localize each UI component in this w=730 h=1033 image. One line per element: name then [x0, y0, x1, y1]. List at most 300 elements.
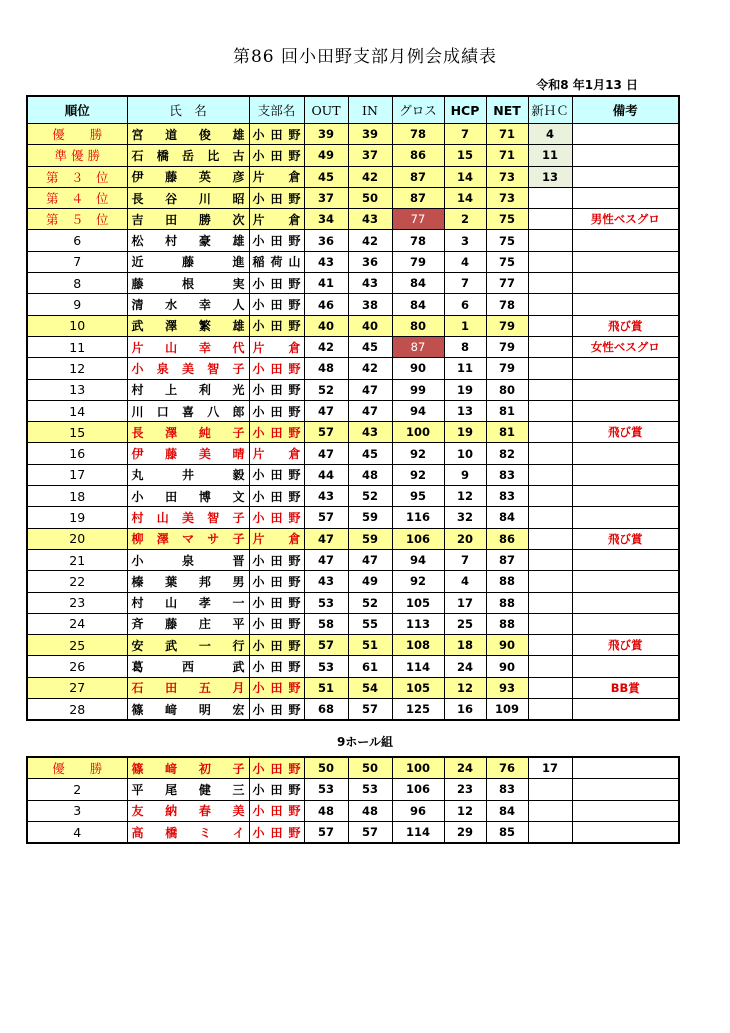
net-cell: 73	[486, 166, 528, 187]
new-hc-cell	[528, 486, 572, 507]
note-cell	[572, 821, 679, 843]
in-cell: 40	[348, 315, 392, 336]
rank-cell: 11	[27, 336, 127, 357]
branch-cell: 稲荷山	[249, 251, 304, 272]
new-hc-cell	[528, 656, 572, 677]
new-hc-cell	[528, 549, 572, 570]
header-row	[27, 96, 679, 124]
gross-cell: 79	[392, 251, 444, 272]
rank-cell: 18	[27, 486, 127, 507]
in-cell: 47	[348, 379, 392, 400]
net-cell: 83	[486, 486, 528, 507]
hcp-cell: 29	[444, 821, 486, 843]
out-cell: 47	[304, 528, 348, 549]
rank-cell: 第 ４ 位	[27, 187, 127, 208]
rank-cell: 24	[27, 613, 127, 634]
net-cell: 90	[486, 635, 528, 656]
note-cell: 飛び賞	[572, 635, 679, 656]
in-cell: 47	[348, 400, 392, 421]
hcp-cell: 6	[444, 294, 486, 315]
hcp-cell: 13	[444, 400, 486, 421]
hcp-cell: 11	[444, 358, 486, 379]
name-cell: 伊藤美晴	[127, 443, 249, 464]
gross-cell: 87	[392, 166, 444, 187]
hcp-cell: 25	[444, 613, 486, 634]
gross-cell: 114	[392, 821, 444, 843]
net-cell: 85	[486, 821, 528, 843]
out-cell: 52	[304, 379, 348, 400]
rank-cell: 8	[27, 273, 127, 294]
branch-cell: 小田野	[249, 779, 304, 800]
gross-cell: 113	[392, 613, 444, 634]
gross-cell: 99	[392, 379, 444, 400]
net-cell: 75	[486, 251, 528, 272]
branch-cell: 小田野	[249, 592, 304, 613]
note-cell: 飛び賞	[572, 528, 679, 549]
header-new-hc: 新ＨＣ	[528, 96, 572, 124]
net-cell: 84	[486, 800, 528, 821]
in-cell: 61	[348, 656, 392, 677]
branch-cell: 片倉	[249, 336, 304, 357]
rank-cell: 優 勝	[27, 124, 127, 145]
hcp-cell: 24	[444, 656, 486, 677]
branch-cell: 小田野	[249, 315, 304, 336]
hcp-cell: 32	[444, 507, 486, 528]
in-cell: 42	[348, 358, 392, 379]
in-cell: 42	[348, 230, 392, 251]
in-cell: 48	[348, 464, 392, 485]
header-branch: 支部名	[249, 96, 304, 124]
gross-cell: 77	[392, 209, 444, 230]
in-cell: 54	[348, 677, 392, 698]
name-cell: 近藤進	[127, 251, 249, 272]
table-row	[27, 635, 679, 656]
out-cell: 46	[304, 294, 348, 315]
out-cell: 58	[304, 613, 348, 634]
net-cell: 86	[486, 528, 528, 549]
branch-cell: 小田野	[249, 464, 304, 485]
in-cell: 50	[348, 187, 392, 208]
table-row	[27, 699, 679, 721]
rank-cell: 21	[27, 549, 127, 570]
net-cell: 75	[486, 230, 528, 251]
new-hc-cell	[528, 251, 572, 272]
name-cell: 長澤純子	[127, 422, 249, 443]
name-cell: 榛葉邦男	[127, 571, 249, 592]
gross-cell: 90	[392, 358, 444, 379]
name-cell: 松村豪雄	[127, 230, 249, 251]
out-cell: 42	[304, 336, 348, 357]
new-hc-cell	[528, 677, 572, 698]
hcp-cell: 4	[444, 571, 486, 592]
rank-cell: 優 勝	[27, 757, 127, 779]
hcp-cell: 9	[444, 464, 486, 485]
new-hc-cell	[528, 209, 572, 230]
rank-cell: 第 ５ 位	[27, 209, 127, 230]
hcp-cell: 15	[444, 145, 486, 166]
gross-cell: 94	[392, 400, 444, 421]
net-cell: 81	[486, 422, 528, 443]
header-out: OUT	[304, 96, 348, 124]
rank-cell: 13	[27, 379, 127, 400]
in-cell: 55	[348, 613, 392, 634]
gross-cell: 80	[392, 315, 444, 336]
gross-cell: 84	[392, 294, 444, 315]
name-cell: 葛西武	[127, 656, 249, 677]
out-cell: 34	[304, 209, 348, 230]
net-cell: 90	[486, 656, 528, 677]
name-cell: 川口喜八郎	[127, 400, 249, 421]
branch-cell: 片倉	[249, 209, 304, 230]
note-cell	[572, 699, 679, 721]
name-cell: 柳澤マサ子	[127, 528, 249, 549]
note-cell	[572, 486, 679, 507]
name-cell: 石橋岳比古	[127, 145, 249, 166]
new-hc-cell: 4	[528, 124, 572, 145]
net-cell: 71	[486, 124, 528, 145]
nine-hole-body	[27, 757, 679, 843]
out-cell: 41	[304, 273, 348, 294]
note-cell	[572, 187, 679, 208]
branch-cell: 片倉	[249, 528, 304, 549]
in-cell: 39	[348, 124, 392, 145]
out-cell: 44	[304, 464, 348, 485]
hcp-cell: 3	[444, 230, 486, 251]
branch-cell: 小田野	[249, 486, 304, 507]
gross-cell: 92	[392, 571, 444, 592]
branch-cell: 小田野	[249, 187, 304, 208]
new-hc-cell	[528, 800, 572, 821]
note-cell	[572, 592, 679, 613]
hcp-cell: 12	[444, 800, 486, 821]
out-cell: 43	[304, 486, 348, 507]
branch-cell: 小田野	[249, 800, 304, 821]
table-row	[27, 821, 679, 843]
in-cell: 59	[348, 528, 392, 549]
out-cell: 40	[304, 315, 348, 336]
branch-cell: 小田野	[249, 145, 304, 166]
gross-cell: 96	[392, 800, 444, 821]
note-cell: 女性ベスグロ	[572, 336, 679, 357]
hcp-cell: 12	[444, 677, 486, 698]
rank-cell: 9	[27, 294, 127, 315]
rank-cell: 12	[27, 358, 127, 379]
table-row	[27, 677, 679, 698]
event-date: 令和8 年1月13 日	[536, 78, 638, 92]
net-cell: 78	[486, 294, 528, 315]
table-row	[27, 486, 679, 507]
note-cell	[572, 166, 679, 187]
table-row	[27, 549, 679, 570]
table-row	[27, 400, 679, 421]
table-row	[27, 528, 679, 549]
new-hc-cell	[528, 336, 572, 357]
hcp-cell: 2	[444, 209, 486, 230]
branch-cell: 小田野	[249, 230, 304, 251]
net-cell: 88	[486, 613, 528, 634]
new-hc-cell	[528, 422, 572, 443]
header-hcp: HCP	[444, 96, 486, 124]
branch-cell: 小田野	[249, 124, 304, 145]
in-cell: 51	[348, 635, 392, 656]
table-row	[27, 422, 679, 443]
rank-cell: 27	[27, 677, 127, 698]
nine-hole-table	[26, 756, 680, 844]
in-cell: 47	[348, 549, 392, 570]
hcp-cell: 1	[444, 315, 486, 336]
out-cell: 39	[304, 124, 348, 145]
out-cell: 53	[304, 592, 348, 613]
net-cell: 77	[486, 273, 528, 294]
name-cell: 宮道俊雄	[127, 124, 249, 145]
table-row	[27, 464, 679, 485]
rank-cell: 2	[27, 779, 127, 800]
out-cell: 47	[304, 443, 348, 464]
out-cell: 48	[304, 800, 348, 821]
results-table	[26, 95, 680, 721]
note-cell	[572, 800, 679, 821]
table-row	[27, 656, 679, 677]
new-hc-cell	[528, 294, 572, 315]
table-row	[27, 613, 679, 634]
header-rank: 順位	[27, 96, 127, 124]
header-name: 氏 名	[127, 96, 249, 124]
table-row	[27, 779, 679, 800]
note-cell	[572, 400, 679, 421]
name-cell: 安武一行	[127, 635, 249, 656]
net-cell: 75	[486, 209, 528, 230]
header-gross: グロス	[392, 96, 444, 124]
rank-cell: 4	[27, 821, 127, 843]
note-cell	[572, 294, 679, 315]
rank-cell: 準 優 勝	[27, 145, 127, 166]
gross-cell: 105	[392, 592, 444, 613]
in-cell: 36	[348, 251, 392, 272]
table-row	[27, 209, 679, 230]
table-row	[27, 443, 679, 464]
note-cell	[572, 757, 679, 779]
rank-cell: 25	[27, 635, 127, 656]
hcp-cell: 16	[444, 699, 486, 721]
branch-cell: 小田野	[249, 635, 304, 656]
in-cell: 57	[348, 821, 392, 843]
table-row	[27, 800, 679, 821]
rank-cell: 20	[27, 528, 127, 549]
note-cell	[572, 656, 679, 677]
out-cell: 43	[304, 251, 348, 272]
table-row	[27, 273, 679, 294]
gross-cell: 100	[392, 422, 444, 443]
branch-cell: 片倉	[249, 443, 304, 464]
name-cell: 伊藤英彦	[127, 166, 249, 187]
new-hc-cell	[528, 507, 572, 528]
note-cell: BB賞	[572, 677, 679, 698]
hcp-cell: 23	[444, 779, 486, 800]
gross-cell: 116	[392, 507, 444, 528]
gross-cell: 92	[392, 464, 444, 485]
net-cell: 79	[486, 315, 528, 336]
new-hc-cell: 13	[528, 166, 572, 187]
new-hc-cell	[528, 464, 572, 485]
in-cell: 43	[348, 273, 392, 294]
gross-cell: 100	[392, 757, 444, 779]
in-cell: 48	[348, 800, 392, 821]
results-body	[27, 124, 679, 721]
gross-cell: 106	[392, 528, 444, 549]
in-cell: 52	[348, 486, 392, 507]
hcp-cell: 20	[444, 528, 486, 549]
nine-hole-section-label: 9ホール組	[336, 735, 394, 749]
new-hc-cell	[528, 635, 572, 656]
note-cell	[572, 443, 679, 464]
new-hc-cell: 11	[528, 145, 572, 166]
net-cell: 109	[486, 699, 528, 721]
out-cell: 45	[304, 166, 348, 187]
branch-cell: 小田野	[249, 757, 304, 779]
hcp-cell: 8	[444, 336, 486, 357]
name-cell: 吉田勝次	[127, 209, 249, 230]
in-cell: 37	[348, 145, 392, 166]
branch-cell: 小田野	[249, 273, 304, 294]
name-cell: 平尾健三	[127, 779, 249, 800]
note-cell: 飛び賞	[572, 315, 679, 336]
gross-cell: 108	[392, 635, 444, 656]
page-title: 第86 回小田野支部月例会成績表	[232, 47, 498, 67]
name-cell: 村山美智子	[127, 507, 249, 528]
in-cell: 38	[348, 294, 392, 315]
note-cell	[572, 549, 679, 570]
in-cell: 59	[348, 507, 392, 528]
net-cell: 88	[486, 592, 528, 613]
branch-cell: 片倉	[249, 166, 304, 187]
branch-cell: 小田野	[249, 699, 304, 721]
note-cell	[572, 124, 679, 145]
branch-cell: 小田野	[249, 294, 304, 315]
new-hc-cell	[528, 592, 572, 613]
new-hc-cell	[528, 315, 572, 336]
out-cell: 53	[304, 779, 348, 800]
gross-cell: 78	[392, 230, 444, 251]
name-cell: 武澤繁雄	[127, 315, 249, 336]
table-row	[27, 145, 679, 166]
rank-cell: 15	[27, 422, 127, 443]
in-cell: 42	[348, 166, 392, 187]
net-cell: 76	[486, 757, 528, 779]
in-cell: 45	[348, 443, 392, 464]
note-cell	[572, 571, 679, 592]
net-cell: 83	[486, 464, 528, 485]
out-cell: 53	[304, 656, 348, 677]
name-cell: 篠﨑初子	[127, 757, 249, 779]
table-row	[27, 379, 679, 400]
table-row	[27, 124, 679, 145]
note-cell	[572, 230, 679, 251]
branch-cell: 小田野	[249, 549, 304, 570]
table-row	[27, 592, 679, 613]
out-cell: 37	[304, 187, 348, 208]
new-hc-cell	[528, 443, 572, 464]
hcp-cell: 4	[444, 251, 486, 272]
name-cell: 片山幸代	[127, 336, 249, 357]
table-row	[27, 315, 679, 336]
branch-cell: 小田野	[249, 677, 304, 698]
net-cell: 83	[486, 779, 528, 800]
hcp-cell: 12	[444, 486, 486, 507]
out-cell: 57	[304, 635, 348, 656]
note-cell	[572, 507, 679, 528]
gross-cell: 94	[392, 549, 444, 570]
rank-cell: 17	[27, 464, 127, 485]
gross-cell: 87	[392, 187, 444, 208]
rank-cell: 28	[27, 699, 127, 721]
hcp-cell: 19	[444, 379, 486, 400]
net-cell: 79	[486, 358, 528, 379]
branch-cell: 小田野	[249, 571, 304, 592]
name-cell: 清水幸人	[127, 294, 249, 315]
branch-cell: 小田野	[249, 821, 304, 843]
new-hc-cell	[528, 230, 572, 251]
in-cell: 43	[348, 422, 392, 443]
rank-cell: 22	[27, 571, 127, 592]
gross-cell: 86	[392, 145, 444, 166]
name-cell: 友納春美	[127, 800, 249, 821]
in-cell: 49	[348, 571, 392, 592]
branch-cell: 小田野	[249, 507, 304, 528]
name-cell: 斉藤庄平	[127, 613, 249, 634]
new-hc-cell	[528, 273, 572, 294]
branch-cell: 小田野	[249, 656, 304, 677]
table-row	[27, 507, 679, 528]
gross-cell: 78	[392, 124, 444, 145]
note-cell	[572, 779, 679, 800]
hcp-cell: 14	[444, 187, 486, 208]
table-row	[27, 757, 679, 779]
hcp-cell: 18	[444, 635, 486, 656]
name-cell: 小泉晋	[127, 549, 249, 570]
name-cell: 高橋ミイ	[127, 821, 249, 843]
header-note: 備考	[572, 96, 679, 124]
hcp-cell: 19	[444, 422, 486, 443]
note-cell	[572, 251, 679, 272]
out-cell: 47	[304, 549, 348, 570]
rank-cell: 6	[27, 230, 127, 251]
hcp-cell: 7	[444, 124, 486, 145]
note-cell	[572, 464, 679, 485]
rank-cell: 14	[27, 400, 127, 421]
gross-cell: 92	[392, 443, 444, 464]
gross-cell: 106	[392, 779, 444, 800]
header-net: NET	[486, 96, 528, 124]
name-cell: 小泉美智子	[127, 358, 249, 379]
out-cell: 68	[304, 699, 348, 721]
out-cell: 57	[304, 422, 348, 443]
name-cell: 村上利光	[127, 379, 249, 400]
in-cell: 50	[348, 757, 392, 779]
header-in: IN	[348, 96, 392, 124]
gross-cell: 87	[392, 336, 444, 357]
branch-cell: 小田野	[249, 422, 304, 443]
table-row	[27, 571, 679, 592]
note-cell	[572, 273, 679, 294]
out-cell: 57	[304, 821, 348, 843]
name-cell: 篠﨑明宏	[127, 699, 249, 721]
net-cell: 81	[486, 400, 528, 421]
name-cell: 小田博文	[127, 486, 249, 507]
out-cell: 51	[304, 677, 348, 698]
table-row	[27, 230, 679, 251]
net-cell: 79	[486, 336, 528, 357]
branch-cell: 小田野	[249, 358, 304, 379]
